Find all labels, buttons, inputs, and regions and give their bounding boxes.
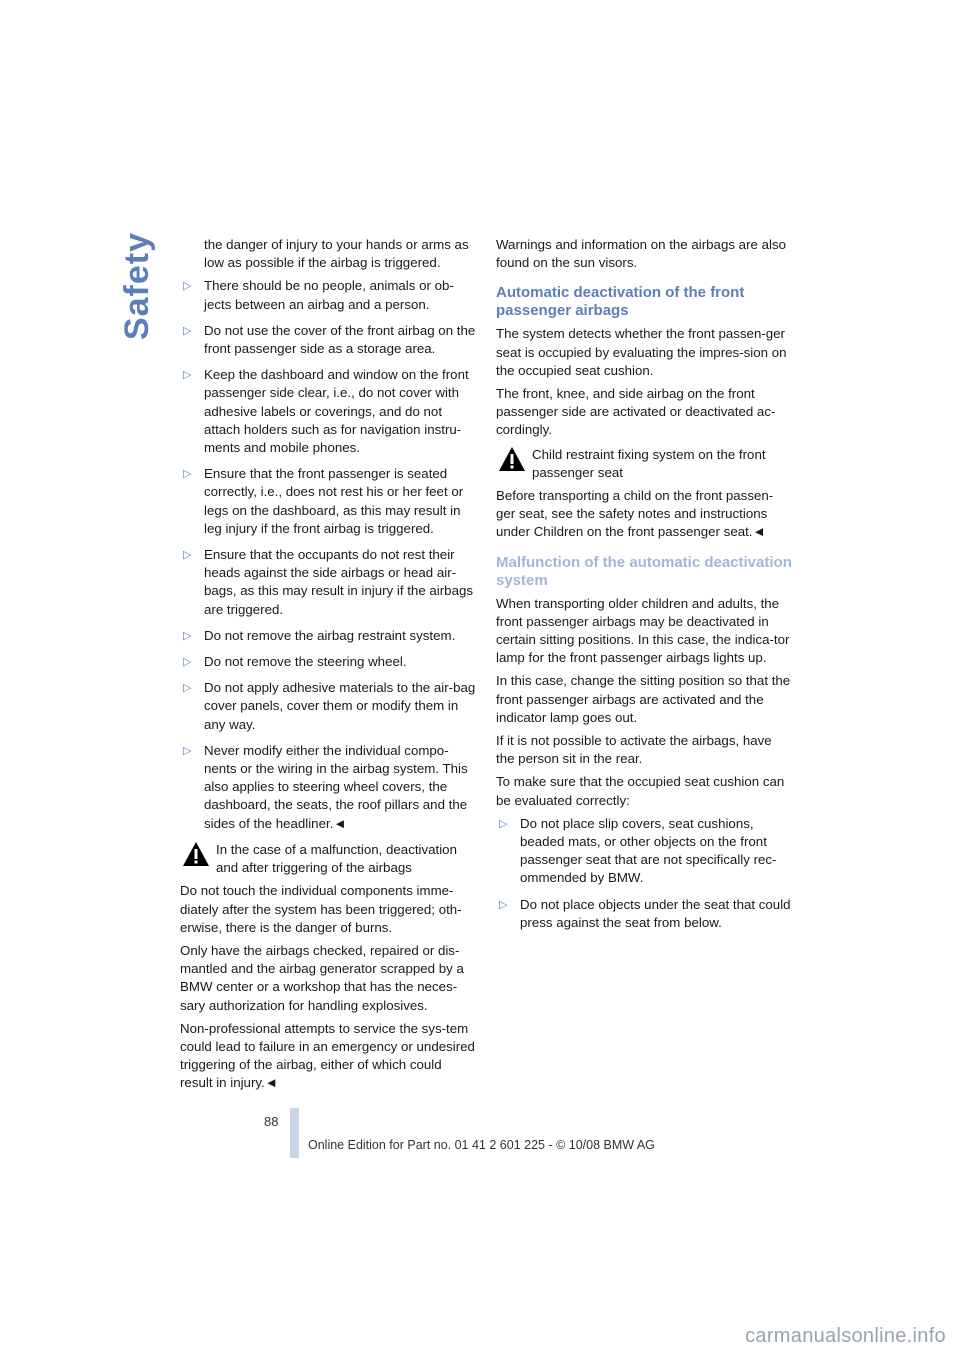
- bullet-text: Ensure that the front passenger is seated correctly, i.e., does not rest his or her feet or legs on the dashboard, as this may result in leg injury if the front airbag is triggered.: [204, 466, 464, 536]
- bullet-item: [180, 277, 476, 313]
- intro-text: the danger of injury to your hands or arms as low as possible if the airbag is triggered.: [204, 237, 469, 271]
- right-bullet-list: [496, 815, 792, 932]
- bullet-arrow-icon: ▷: [183, 656, 192, 669]
- bullet-arrow-icon: ▷: [499, 817, 508, 830]
- bullet-text: There should be no people, animals or ob-jects between an airbag and a person.: [204, 278, 454, 312]
- section-heading: Malfunction of the automatic deactivation system: [496, 553, 792, 589]
- paragraph: Do not touch the individual components imme-diately after the system has been triggered; oth-erwise, there is the danger of burns.: [180, 883, 462, 935]
- paragraph: The system detects whether the front passen-ger seat is occupied by evaluating the impres-sion on the occupied seat cushion.: [496, 326, 787, 378]
- warning-icon: [182, 841, 210, 867]
- bullet-arrow-icon: ▷: [183, 744, 192, 757]
- bullet-item: [180, 653, 476, 671]
- paragraph: Non-professional attempts to service the sys-tem could lead to failure in an emergency or undesired triggering of the airbag, either of which could result in injury.◄: [180, 1020, 475, 1091]
- bullet-text: Do not place objects under the seat that could press against the seat from below.: [520, 896, 791, 930]
- bullet-text: Do not remove the airbag restraint system.: [204, 627, 456, 643]
- paragraph: If it is not possible to activate the airbags, have the person sit in the rear.: [496, 733, 772, 767]
- section-heading: Automatic deactivation of the front passenger airbags: [496, 284, 745, 320]
- bullet-text: Ensure that the occupants do not rest their heads against the side airbags or head air-bags, as this may result in injury if the airbags are triggered.: [204, 547, 474, 617]
- bullet-item: [180, 322, 476, 358]
- bullet-arrow-icon: ▷: [183, 629, 192, 642]
- left-column: [180, 236, 476, 1098]
- bullet-item: [496, 815, 792, 888]
- bullet-arrow-icon: ▷: [183, 280, 192, 293]
- bullet-item: [180, 546, 476, 619]
- bullet-arrow-icon: ▷: [183, 324, 192, 337]
- section-tab: Safety: [118, 232, 156, 341]
- bullet-text: Do not apply adhesive materials to the air-bag cover panels, cover them or modify them in any way.: [204, 680, 476, 732]
- footer-text: Online Edition for Part no. 01 41 2 601 225 - © 10/08 BMW AG: [308, 1138, 655, 1152]
- page-bar: [290, 1108, 299, 1158]
- watermark: carmanualsonline.info: [745, 1325, 946, 1347]
- warning-block: [496, 446, 792, 482]
- warning-title: Child restraint fixing system on the front passenger seat: [532, 446, 766, 480]
- bullet-text: Do not use the cover of the front airbag on the front passenger side as a storage area.: [204, 322, 476, 357]
- bullet-arrow-icon: ▷: [183, 682, 192, 695]
- bullet-item: [180, 742, 476, 833]
- bullet-item: [180, 679, 476, 734]
- warning-icon: [498, 446, 526, 472]
- bullet-item: [180, 366, 476, 457]
- bullet-item: [180, 465, 476, 538]
- bullet-item: [180, 627, 476, 645]
- bullet-text: Never modify either the individual compo-nents or the wiring in the airbag system. This also applies to steering wheel covers, the dashboard, the seats, the roof pillars and the sides of the headliner.◄: [204, 742, 468, 831]
- paragraph: Only have the airbags checked, repaired or dis-mantled and the airbag generator scrapped by a BMW center or a workshop that has the neces-sary authorization for handling explosives.: [180, 942, 464, 1013]
- page-number: 88: [264, 1114, 279, 1129]
- paragraph: Before transporting a child on the front passen-ger seat, see the safety notes and instructions under Children on the front passenger seat.◄: [496, 488, 774, 540]
- paragraph: To make sure that the occupied seat cushion can be evaluated correctly:: [496, 774, 785, 808]
- bullet-arrow-icon: ▷: [183, 468, 192, 481]
- bullet-text: Do not place slip covers, seat cushions, beaded mats, or other objects on the front passenger seat that are not specifically rec-ommended by BMW.: [520, 815, 777, 886]
- paragraph: The front, knee, and side airbag on the front passenger side are activated or deactivated ac-cordingly.: [496, 386, 776, 438]
- warning-title: In the case of a malfunction, deactivation and after triggering of the airbags: [216, 841, 457, 876]
- intro-text: Warnings and information on the airbags are also found on the sun visors.: [496, 237, 786, 271]
- bullet-item: [496, 896, 792, 932]
- bullet-arrow-icon: ▷: [183, 369, 192, 382]
- paragraph: When transporting older children and adults, the front passenger airbags may be deactivated in certain sitting positions. In this case, the indica-tor lamp for the front passenger airbags lights up.: [496, 595, 790, 666]
- bullet-arrow-icon: ▷: [183, 549, 192, 562]
- warning-block: [180, 841, 476, 877]
- bullet-text: Do not remove the steering wheel.: [204, 654, 407, 670]
- paragraph: In this case, change the sitting position so that the front passenger airbags are activated and the indicator lamp goes out.: [496, 673, 791, 725]
- left-bullet-list: [180, 277, 476, 832]
- bullet-arrow-icon: ▷: [499, 898, 508, 911]
- bullet-text: Keep the dashboard and window on the front passenger side clear, i.e., do not cover with adhesive labels or coverings, and do not attach holders such as for navigation instru-ments and mobile phones.: [204, 367, 469, 456]
- right-column: [496, 236, 792, 940]
